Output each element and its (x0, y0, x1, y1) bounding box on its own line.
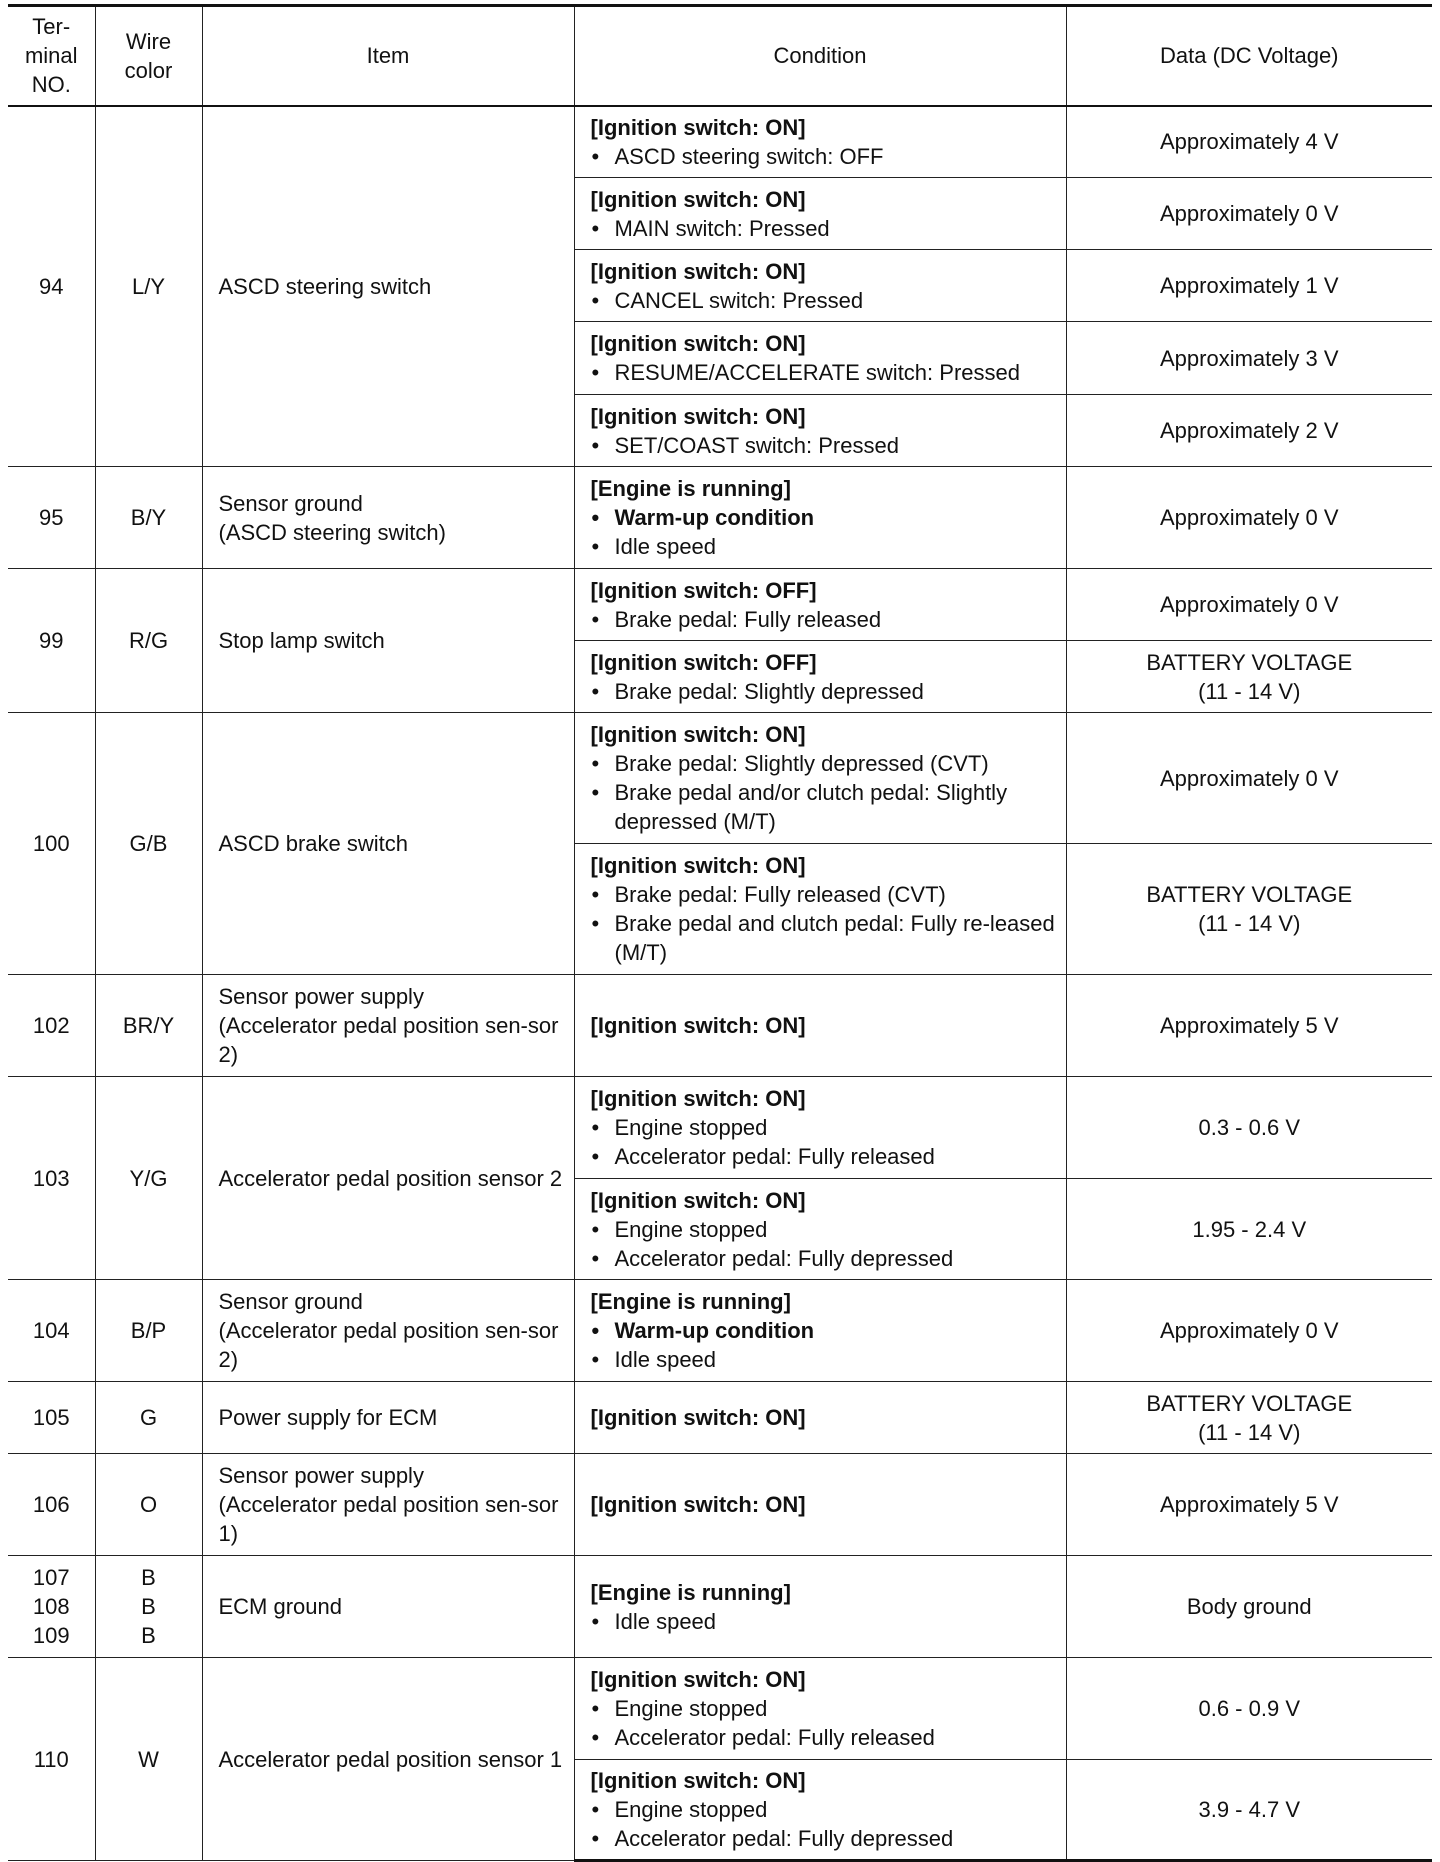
condition-bullet-item: • Accelerator pedal: Fully depressed (591, 1824, 1058, 1853)
data-voltage-cell: 0.6 - 0.9 V (1066, 1658, 1432, 1760)
data-voltage-cell: BATTERY VOLTAGE (11 - 14 V) (1066, 844, 1432, 975)
terminal-no-cell: 106 (8, 1454, 95, 1556)
item-cell: ASCD brake switch (202, 713, 574, 975)
wire-color-cell: O (95, 1454, 202, 1556)
terminal-no-cell: 94 (8, 106, 95, 467)
data-voltage-cell: Approximately 0 V (1066, 1280, 1432, 1382)
header-condition: Condition (574, 6, 1066, 106)
condition-title: [Engine is running] (590, 476, 791, 501)
data-voltage-cell: 0.3 - 0.6 V (1066, 1077, 1432, 1179)
item-cell: Sensor power supply (Accelerator pedal position sen-sor 1) (202, 1454, 574, 1556)
terminal-no-cell: 107 108 109 (8, 1556, 95, 1658)
condition-bullet-list (591, 214, 1058, 243)
data-voltage-cell: Approximately 0 V (1066, 569, 1432, 641)
data-voltage-cell: Approximately 2 V (1066, 395, 1432, 467)
condition-title: [Ignition switch: ON] (590, 331, 806, 356)
data-voltage-cell: Approximately 0 V (1066, 713, 1432, 844)
condition-title: [Ignition switch: ON] (590, 1492, 806, 1517)
condition-bullet-item: • Idle speed (591, 1607, 1058, 1636)
wire-color-cell: L/Y (95, 106, 202, 467)
wire-color-cell: R/G (95, 569, 202, 713)
item-cell: ASCD steering switch (202, 106, 574, 467)
terminal-no-cell: 99 (8, 569, 95, 713)
condition-title: [Ignition switch: OFF] (590, 577, 817, 603)
data-voltage-cell: 3.9 - 4.7 V (1066, 1760, 1432, 1861)
condition-cell (574, 1382, 1066, 1454)
item-cell: Accelerator pedal position sensor 1 (202, 1658, 574, 1861)
item-cell: Sensor power supply (Accelerator pedal position sen-sor 2) (202, 975, 574, 1077)
condition-title: [Ignition switch: ON] (590, 258, 806, 284)
condition-bullet-item: • Brake pedal and clutch pedal: Fully re-leased (M/T) (591, 909, 1058, 967)
condition-title: [Ignition switch: ON] (590, 722, 806, 747)
condition-bullet-item: • Idle speed (591, 532, 1058, 561)
condition-cell (574, 1179, 1066, 1280)
condition-bullet-list (591, 1795, 1058, 1853)
table-row (8, 106, 1432, 178)
condition-bullet-item: • Engine stopped (591, 1694, 1058, 1723)
wire-color-cell: BR/Y (95, 975, 202, 1077)
condition-bullet-list (591, 286, 1058, 315)
data-voltage-cell: Approximately 0 V (1066, 467, 1432, 569)
condition-bullet-item: • SET/COAST switch: Pressed (591, 431, 1058, 460)
table-row (8, 1077, 1432, 1179)
header-terminal-no: Ter- minal NO. (8, 6, 95, 106)
wire-color-cell: W (95, 1658, 202, 1861)
condition-cell (574, 713, 1066, 844)
condition-bullet-item: • Brake pedal and/or clutch pedal: Slightly depressed (M/T) (591, 778, 1058, 836)
condition-bullet-item: • Brake pedal: Fully released (CVT) (591, 880, 1058, 909)
data-voltage-cell: BATTERY VOLTAGE (11 - 14 V) (1066, 1382, 1432, 1454)
condition-bullet-item: • Brake pedal: Slightly depressed (CVT) (591, 749, 1058, 778)
wire-color-cell: B/Y (95, 467, 202, 569)
table-row (8, 1280, 1432, 1382)
condition-title: [Ignition switch: ON] (590, 186, 806, 212)
wire-color-cell: Y/G (95, 1077, 202, 1280)
table-row (8, 1382, 1432, 1454)
condition-bullet-list (591, 358, 1058, 387)
terminal-no-cell: 100 (8, 713, 95, 975)
condition-bullet-list (591, 503, 1058, 561)
condition-bullet-item: • MAIN switch: Pressed (591, 214, 1058, 243)
condition-cell (574, 1556, 1066, 1658)
condition-bullet-item: • RESUME/ACCELERATE switch: Pressed (591, 358, 1058, 387)
table-row (8, 1658, 1432, 1760)
condition-bullet-item: • Warm-up condition (591, 503, 1058, 532)
terminal-no-cell: 104 (8, 1280, 95, 1382)
item-cell: Accelerator pedal position sensor 2 (202, 1077, 574, 1280)
condition-title: [Ignition switch: ON] (590, 1667, 806, 1692)
data-voltage-cell: 1.95 - 2.4 V (1066, 1179, 1432, 1280)
condition-bullet-item: • Accelerator pedal: Fully released (591, 1142, 1058, 1171)
wire-color-cell: G (95, 1382, 202, 1454)
header-wire-color: Wire color (95, 6, 202, 106)
table-body (8, 106, 1432, 1861)
condition-title: [Ignition switch: ON] (590, 1768, 806, 1793)
condition-bullet-item: • Engine stopped (591, 1215, 1058, 1244)
data-voltage-cell: Approximately 4 V (1066, 106, 1432, 178)
condition-bullet-item: • Brake pedal: Fully released (591, 605, 1058, 634)
condition-bullet-item: • Engine stopped (591, 1795, 1058, 1824)
condition-bullet-item: • Engine stopped (591, 1113, 1058, 1142)
condition-title: [Ignition switch: ON] (590, 1013, 806, 1038)
wire-color-cell: B B B (95, 1556, 202, 1658)
table-row (8, 713, 1432, 844)
condition-cell (574, 322, 1066, 395)
header-item: Item (202, 6, 574, 106)
table-row (8, 1454, 1432, 1556)
condition-bullet-item: • Accelerator pedal: Fully depressed (591, 1244, 1058, 1273)
header-data-voltage: Data (DC Voltage) (1066, 6, 1432, 106)
condition-title: [Ignition switch: OFF] (590, 649, 817, 675)
condition-bullet-item: • ASCD steering switch: OFF (591, 142, 1058, 171)
data-voltage-cell: Approximately 0 V (1066, 178, 1432, 250)
table-row (8, 1556, 1432, 1658)
wire-color-cell: G/B (95, 713, 202, 975)
data-voltage-cell: BATTERY VOLTAGE (11 - 14 V) (1066, 641, 1432, 713)
wire-color-cell: B/P (95, 1280, 202, 1382)
terminal-no-cell: 105 (8, 1382, 95, 1454)
data-voltage-cell: Approximately 5 V (1066, 975, 1432, 1077)
condition-bullet-list (591, 880, 1058, 967)
condition-bullet-list (591, 1316, 1058, 1374)
data-voltage-cell: Approximately 1 V (1066, 250, 1432, 322)
condition-cell (574, 1454, 1066, 1556)
condition-cell (574, 641, 1066, 713)
ecm-terminal-table (8, 4, 1432, 1862)
item-cell: Sensor ground (ASCD steering switch) (202, 467, 574, 569)
terminal-no-cell: 102 (8, 975, 95, 1077)
condition-cell (574, 250, 1066, 322)
condition-bullet-item: • Warm-up condition (591, 1316, 1058, 1345)
condition-cell (574, 1760, 1066, 1861)
condition-bullet-list (591, 1694, 1058, 1752)
condition-bullet-item: • CANCEL switch: Pressed (591, 286, 1058, 315)
condition-bullet-item: • Accelerator pedal: Fully released (591, 1723, 1058, 1752)
condition-bullet-list (591, 749, 1058, 836)
condition-title: [Ignition switch: ON] (590, 1187, 806, 1213)
condition-cell (574, 844, 1066, 975)
condition-cell (574, 395, 1066, 467)
condition-cell (574, 178, 1066, 250)
terminal-no-cell: 95 (8, 467, 95, 569)
item-cell: Sensor ground (Accelerator pedal position sen-sor 2) (202, 1280, 574, 1382)
condition-title: [Ignition switch: ON] (590, 1086, 806, 1111)
condition-bullet-list (591, 142, 1058, 171)
condition-bullet-list (591, 1113, 1058, 1171)
condition-cell (574, 467, 1066, 569)
condition-title: [Engine is running] (590, 1579, 791, 1605)
item-cell: Stop lamp switch (202, 569, 574, 713)
data-voltage-cell: Body ground (1066, 1556, 1432, 1658)
condition-bullet-list (591, 431, 1058, 460)
condition-cell (574, 1077, 1066, 1179)
data-voltage-cell: Approximately 5 V (1066, 1454, 1432, 1556)
table-header-row (8, 6, 1432, 106)
condition-cell (574, 569, 1066, 641)
data-voltage-cell: Approximately 3 V (1066, 322, 1432, 395)
condition-title: [Ignition switch: ON] (590, 1405, 806, 1430)
condition-bullet-list (591, 1607, 1058, 1636)
condition-bullet-list (591, 1215, 1058, 1273)
condition-title: [Ignition switch: ON] (590, 403, 806, 429)
condition-title: [Ignition switch: ON] (590, 114, 806, 140)
table-row (8, 975, 1432, 1077)
condition-cell (574, 1658, 1066, 1760)
condition-bullet-item: • Brake pedal: Slightly depressed (591, 677, 1058, 706)
terminal-no-cell: 110 (8, 1658, 95, 1861)
item-cell: ECM ground (202, 1556, 574, 1658)
condition-bullet-list (591, 677, 1058, 706)
condition-cell (574, 975, 1066, 1077)
condition-cell (574, 106, 1066, 178)
condition-bullet-item: • Idle speed (591, 1345, 1058, 1374)
table-row (8, 467, 1432, 569)
terminal-no-cell: 103 (8, 1077, 95, 1280)
table-row (8, 569, 1432, 641)
condition-title: [Ignition switch: ON] (590, 853, 806, 878)
item-cell: Power supply for ECM (202, 1382, 574, 1454)
condition-title: [Engine is running] (590, 1289, 791, 1314)
condition-cell (574, 1280, 1066, 1382)
condition-bullet-list (591, 605, 1058, 634)
